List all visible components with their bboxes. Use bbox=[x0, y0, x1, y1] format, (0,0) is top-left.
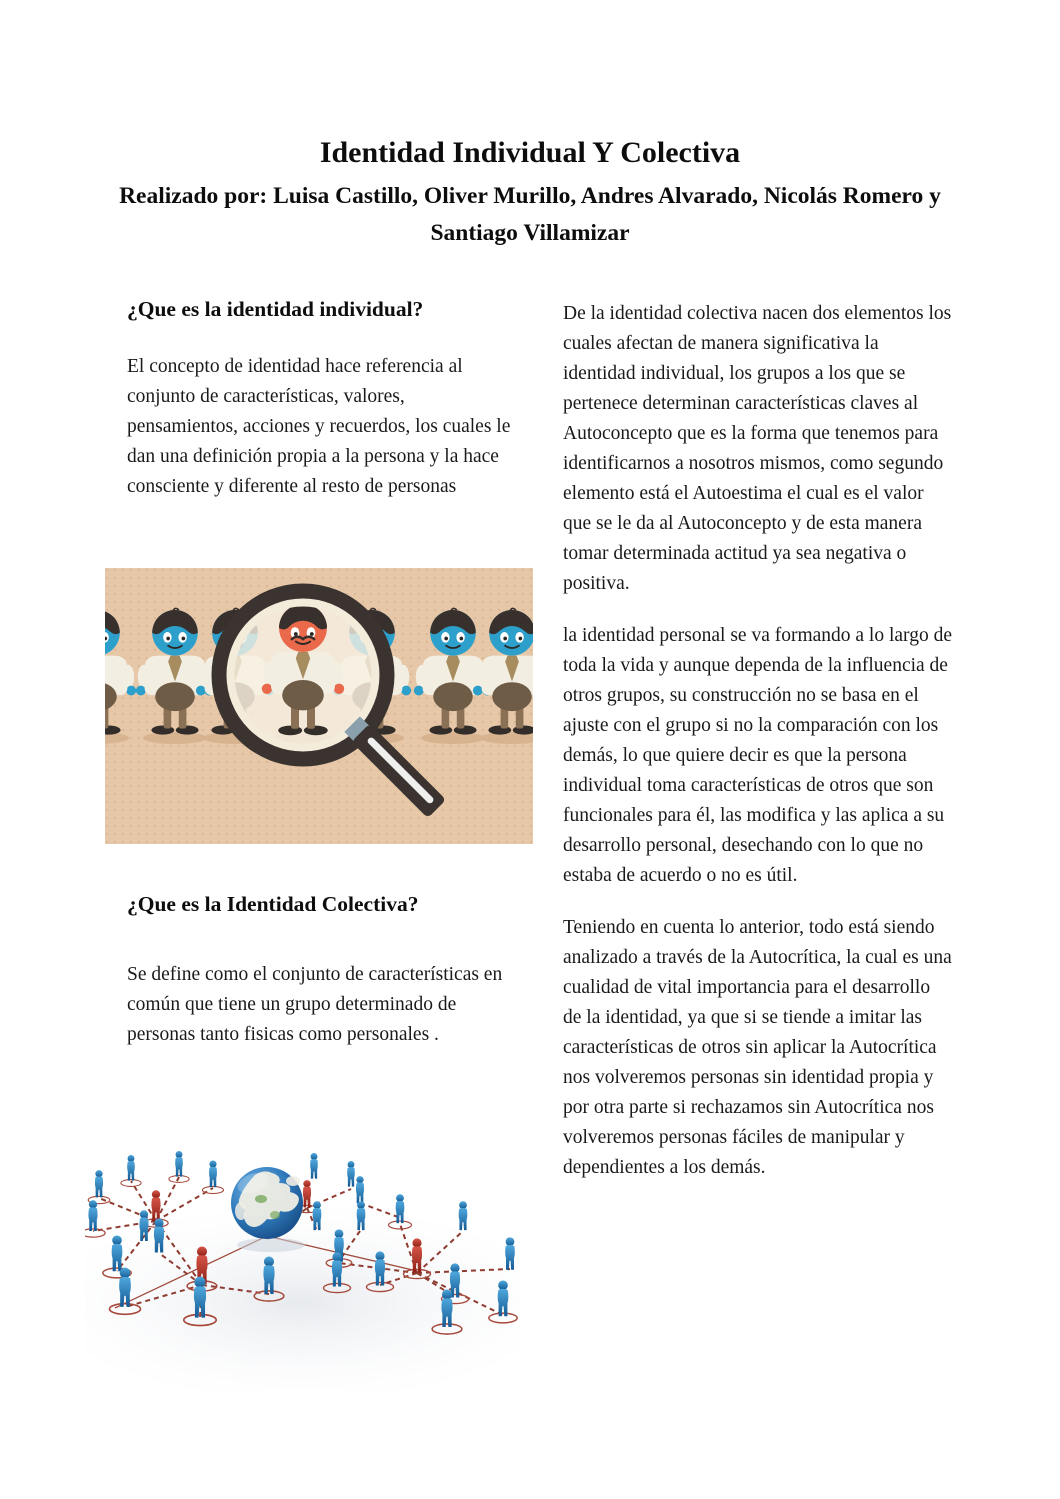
paragraph-collective-elements: De la identidad colectiva nacen dos elementos los cuales afectan de manera significativa la identidad individual, los grupos a los que se pertenece determinan características claves al Autoconcepto que es la forma que tenemos para identificarnos a nosotros mismos, como segundo elemento está el Autoestima el cual es el valor que se le da al Autoconcepto y de esta manera tomar determinada actitud ya sea negativa o positiva. bbox=[563, 303, 952, 594]
paragraph-individual-identity: El concepto de identidad hace referencia al conjunto de características, valores, pensamientos, acciones y recuerdos, los cuales le dan una definición propia a la persona y la hace consciente y diferente al resto de personas bbox=[127, 356, 511, 497]
paragraph-personal-identity-formation: la identidad personal se va formando a lo largo de toda la vida y aunque dependa de la influencia de otros grupos, su construcción no se basa en el ajuste con el grupo si no la comparación con los demás, lo que quiere decir es que la persona individual toma características de otros que son funcionales para él, las modifica y las aplica a su desarrollo personal, desechando con lo que no estaba de acuerdo o no es útil. bbox=[563, 625, 952, 886]
heading-individual-identity: ¿Que es la identidad individual? bbox=[127, 297, 424, 321]
paragraph-collective-identity: Se define como el conjunto de características en común que tiene un grupo determinado de personas tanto fisicas como personales . bbox=[127, 964, 503, 1045]
illustration-magnifier-lineup bbox=[105, 568, 533, 844]
magnifier-lineup-graphic bbox=[105, 568, 533, 844]
people-network-graphic bbox=[85, 1103, 520, 1390]
right-column bbox=[563, 299, 953, 1205]
paragraph-autocritica: Teniendo en cuenta lo anterior, todo está siendo analizado a través de la Autocrítica, la cual es una cualidad de vital importancia para el desarrollo de la identidad, ya que si se tiende a imitar las características de otros sin aplicar la Autocrítica nos volveremos personas sin identidad propia y por otra parte si rechazamos sin Autocrítica nos volveremos personas fáciles de manipular y dependientes a los demás. bbox=[563, 917, 952, 1178]
byline: Realizado por: Luisa Castillo, Oliver Murillo, Andres Alvarado, Nicolás Romero y Santiago Villamizar bbox=[119, 183, 941, 246]
illustration-people-network bbox=[85, 1103, 520, 1390]
page-title: Identidad Individual Y Colectiva bbox=[319, 136, 741, 169]
heading-collective-identity: ¿Que es la Identidad Colectiva? bbox=[127, 892, 419, 916]
